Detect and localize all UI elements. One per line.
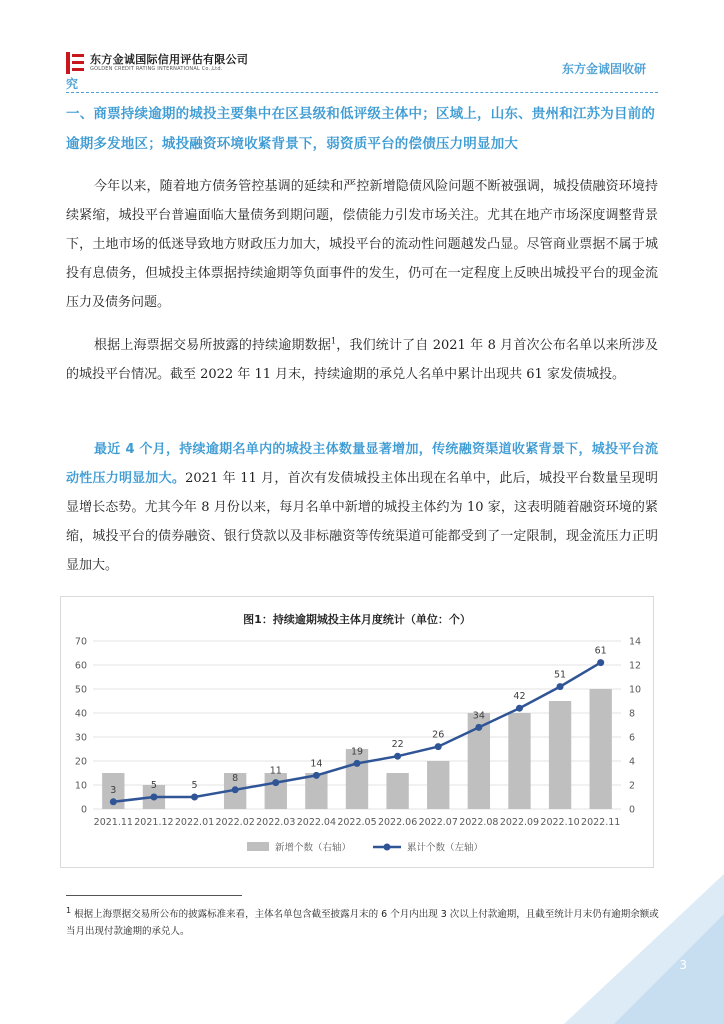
data-label: 22 (391, 739, 404, 751)
y-right-tick-label: 14 (629, 636, 642, 648)
paragraph-3-text: 2021 年 11 月，首次有发债城投主体出现在名单中，此后，城投平台数量呈现明显增长态势。尤其今年 8 月份以来，每月名单中新增的城投主体约为 10 家，这表明随着融资环境的紧缩，城投平台的债券融资、银行贷款以及非标融资等传统渠道可能都受到了一定限制，现金流压力正明显加大。 (66, 471, 658, 573)
data-label: 19 (350, 746, 364, 758)
footnote-text: 根据上海票据交易所公布的披露标准来看，主体名单包含截至披露月末的 6 个月内出现 3 次以上付款逾期，且截至统计月末仍有逾期余额或当月出现付款逾期的承兑人。 (66, 909, 659, 937)
y-left-tick-label: 50 (74, 684, 87, 696)
bar (427, 761, 449, 809)
x-tick-label: 2022.11 (581, 817, 621, 828)
legend-swatch-marker (384, 844, 391, 851)
page-corner-decoration (564, 874, 724, 1024)
x-tick-label: 2022.08 (459, 817, 499, 828)
y-left-tick-label: 10 (74, 780, 87, 792)
legend-label: 新增个数（右轴） (275, 842, 352, 854)
y-right-tick-label: 2 (629, 780, 636, 792)
bar (590, 689, 612, 809)
bar (346, 749, 368, 809)
chart-title: 图1：持续逾期城投主体月度统计（单位：个） (243, 613, 471, 626)
x-tick-label: 2022.07 (418, 817, 458, 828)
page-number: 3 (679, 958, 687, 972)
x-tick-label: 2022.02 (215, 817, 255, 828)
y-left-tick-label: 40 (74, 708, 87, 720)
x-tick-label: 2022.09 (499, 817, 540, 828)
x-tick-label: 2022.10 (540, 817, 580, 828)
x-tick-label: 2021.11 (93, 817, 133, 828)
y-left-tick-label: 60 (74, 660, 87, 672)
line-point (150, 794, 157, 801)
x-tick-label: 2022.06 (377, 817, 418, 828)
line-point (475, 724, 482, 731)
x-tick-label: 2022.01 (174, 817, 215, 828)
legend-label: 累计个数（左轴） (407, 842, 484, 854)
data-label: 3 (110, 784, 117, 796)
line-point (354, 760, 361, 767)
bar (508, 713, 530, 809)
chart-figure (60, 596, 654, 868)
x-tick-label: 2022.04 (296, 817, 337, 828)
line-point (232, 786, 239, 793)
line-point (191, 794, 198, 801)
data-label: 5 (191, 780, 198, 791)
data-label: 5 (150, 780, 157, 791)
chart-canvas (61, 597, 653, 867)
logo-mark-icon (66, 52, 84, 74)
y-right-tick-label: 6 (629, 732, 636, 744)
y-left-tick-label: 0 (80, 804, 87, 816)
paragraph-2-text-b: ，我们统计了自 2021 年 8 月首次公布名单以来所涉及的城投平台情况。截至 2022 年 11 月末，持续逾期的承兑人名单中累计出现共 61 家发债城投。 (66, 338, 658, 382)
y-left-tick-label: 30 (74, 732, 87, 744)
paragraph-3-highlight: 最近 4 个月，持续逾期名单内的城投主体数量显著增加，传统融资渠道收紧背景下，城投平台流动性压力明显加大。 (66, 442, 658, 486)
header-divider (66, 92, 658, 93)
header-title-wrap: 究 (66, 77, 79, 91)
y-right-tick-label: 10 (629, 684, 642, 696)
bar (386, 773, 408, 809)
data-label: 8 (232, 772, 239, 784)
data-label: 14 (310, 758, 323, 770)
data-label: 26 (432, 729, 445, 741)
line-point (435, 743, 442, 750)
header-title: 东方金诚固收研 (561, 62, 646, 76)
x-tick-label: 2021.12 (134, 817, 174, 828)
line-point (272, 779, 279, 786)
x-tick-label: 2022.03 (256, 817, 296, 828)
footnote-reference: 1 (331, 336, 337, 346)
line-point (110, 798, 117, 805)
data-label: 51 (554, 669, 567, 681)
bar (265, 773, 287, 809)
y-left-tick-label: 20 (74, 756, 87, 768)
line-point (394, 753, 401, 760)
y-right-tick-label: 8 (629, 708, 636, 720)
x-tick-label: 2022.05 (337, 817, 377, 828)
paragraph-2 (66, 331, 658, 389)
company-name-en: GOLDEN CREDIT RATING INTERNATIONAL Co.,Ltd. (90, 65, 223, 72)
line-point (557, 683, 564, 690)
footnote-divider (66, 895, 242, 896)
section-heading: 一、商票持续逾期的城投主要集中在区县级和低评级主体中；区域上，山东、贵州和江苏为目前的逾期多发地区；城投融资环境收紧背景下，弱资质平台的偿债压力明显加大 (66, 106, 656, 152)
y-left-tick-label: 70 (74, 636, 87, 648)
footnote-marker: 1 (66, 905, 72, 915)
line-point (313, 772, 320, 779)
y-right-tick-label: 4 (629, 756, 636, 768)
line-point (516, 705, 523, 712)
y-right-tick-label: 0 (629, 804, 636, 816)
paragraph-2-text-a: 根据上海票据交易所披露的持续逾期数据 (94, 338, 332, 353)
line-point (597, 659, 604, 666)
company-name-cn: 东方金诚国际信用评估有限公司 (90, 52, 249, 66)
data-label: 11 (269, 765, 282, 777)
y-right-tick-label: 12 (629, 660, 642, 672)
paragraph-3 (66, 435, 658, 580)
bar (549, 701, 571, 809)
legend-swatch-bar (247, 842, 269, 851)
paragraph-1: 今年以来，随着地方债务管控基调的延续和严控新增隐债风险问题不断被强调，城投债融资环境持续紧缩，城投平台普遍面临大量债务到期问题，偿债能力引发市场关注。尤其在地产市场深度调整背景下，土地市场的低迷导致地方财政压力加大，城投平台的流动性问题越发凸显。尽管商业票据不属于城投有息债务，但城投主体票据持续逾期等负面事件的发生，仍可在一定程度上反映出城投平台的现金流压力及债务问题。 (66, 179, 658, 310)
company-logo (66, 52, 248, 74)
data-label: 42 (513, 691, 526, 703)
data-label: 61 (594, 645, 607, 657)
data-label: 34 (472, 710, 485, 722)
